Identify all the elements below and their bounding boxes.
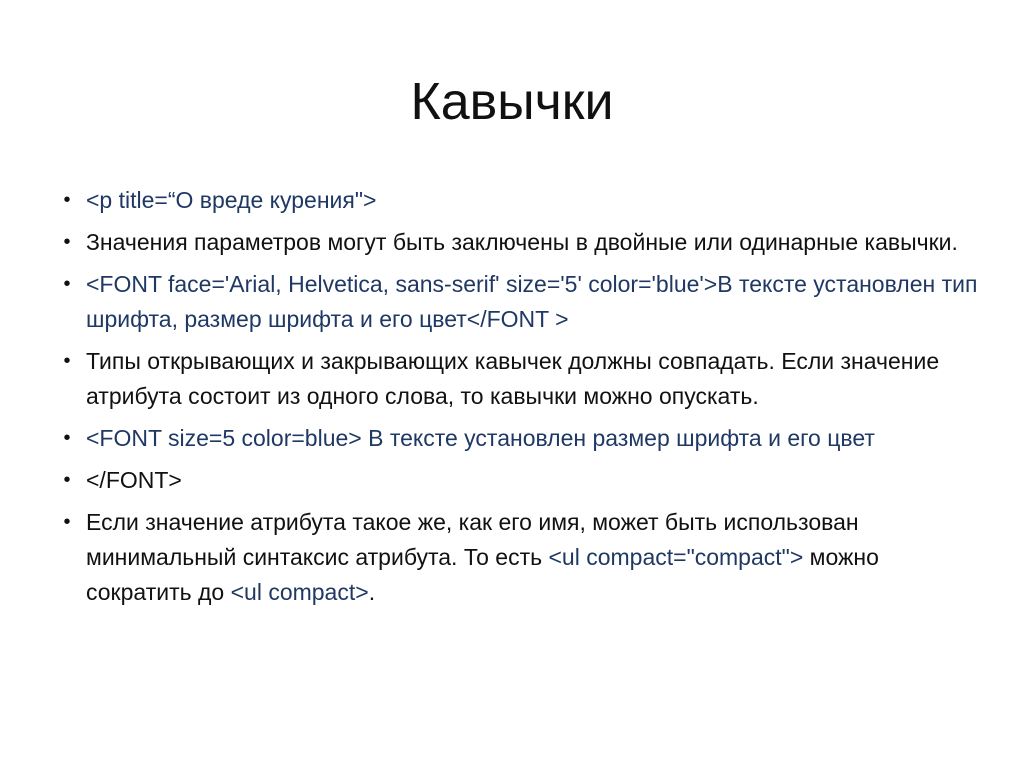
slide-title: Кавычки (410, 73, 614, 131)
bullet-dot-icon: • (63, 273, 71, 295)
bullet-text: Значения параметров могут быть заключены в двойные или одинарные кавычки. (86, 229, 958, 255)
code-snippet: <ul compact> (230, 579, 369, 605)
bullet-list (58, 183, 978, 617)
code-snippet: <ul compact="compact"> (548, 544, 804, 570)
bullet-dot-icon: • (63, 231, 71, 253)
bullet-text: <FONT size=5 color=blue> В тексте установлен размер шрифта и его цвет (86, 425, 875, 451)
bullet-text-part: Если значение атрибута такое же, как его имя, может быть использован минимальный синтаксис атрибута. То есть (86, 509, 859, 570)
bullet-dot-icon: • (63, 469, 71, 491)
list-item (58, 225, 978, 260)
bullet-text: </FONT> (86, 467, 182, 493)
bullet-text: <p title=“О вреде курения"> (86, 187, 377, 213)
bullet-text: <FONT face='Arial, Helvetica, sans-serif' size='5' color='blue'>В тексте установлен тип шрифта, размер шрифта и его цвет</FONT > (86, 271, 978, 332)
list-item (58, 344, 978, 414)
bullet-text-part: можно сократить до (86, 544, 879, 605)
bullet-dot-icon: • (63, 511, 71, 533)
bullet-dot-icon: • (63, 427, 71, 449)
bullet-text-part: . (368, 579, 376, 605)
bullet-dot-icon: • (63, 189, 71, 211)
bullet-text: Типы открывающих и закрывающих кавычек должны совпадать. Если значение атрибута состоит из одного слова, то кавычки можно опускать. (86, 348, 940, 409)
bullet-dot-icon: • (63, 350, 71, 372)
list-item (58, 421, 978, 456)
list-item (58, 463, 978, 498)
list-item (58, 267, 978, 337)
list-item (58, 505, 978, 610)
list-item (58, 183, 978, 218)
